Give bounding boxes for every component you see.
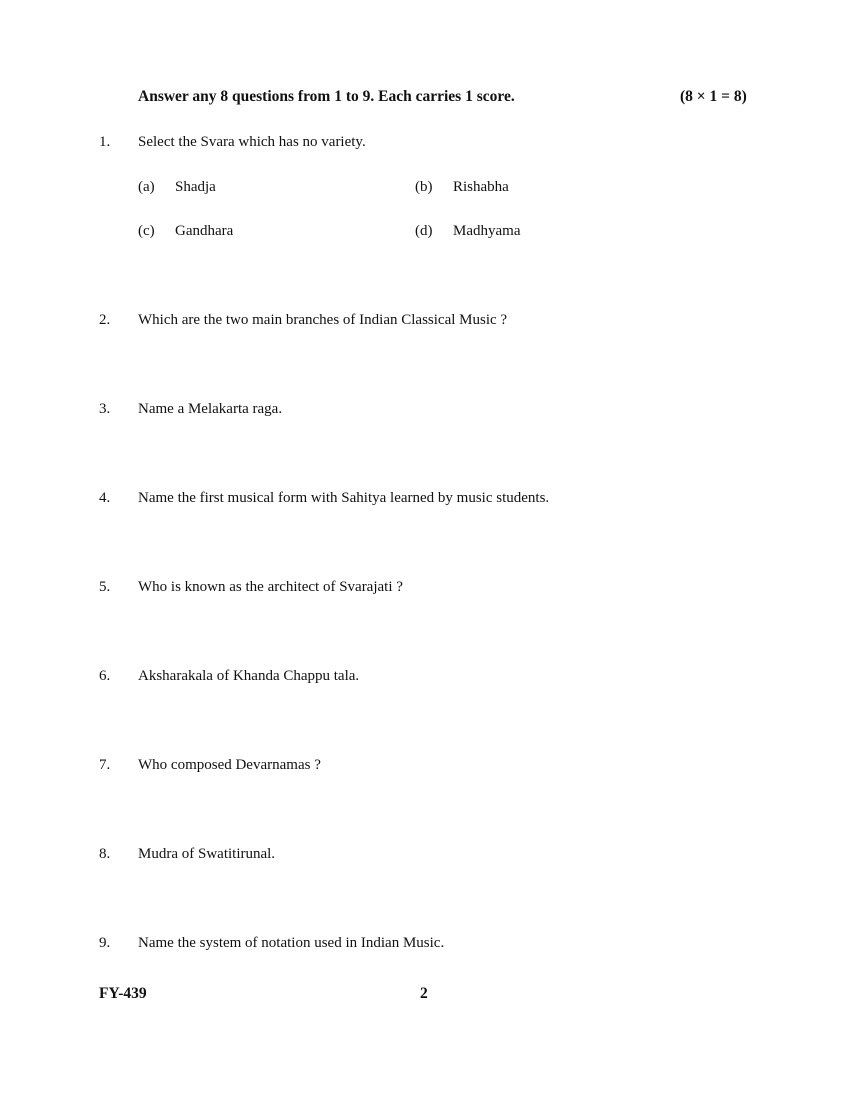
question-text: Who is known as the architect of Svarajati ? — [138, 579, 403, 595]
question-number: 7. — [99, 757, 111, 773]
option-label: (b) — [415, 179, 433, 195]
question-number: 3. — [99, 401, 111, 417]
option-label: (a) — [138, 179, 155, 195]
question-text: Name the system of notation used in Indian Music. — [138, 935, 445, 951]
option-label: (d) — [415, 223, 433, 239]
question-number: 9. — [99, 935, 111, 951]
option-text: Rishabha — [453, 179, 509, 195]
question-text: Aksharakala of Khanda Chappu tala. — [138, 668, 360, 684]
question-number: 2. — [99, 312, 111, 328]
question-number: 8. — [99, 846, 111, 862]
question-text: Mudra of Swatitirunal. — [138, 846, 276, 862]
question-text: Who composed Devarnamas ? — [138, 757, 321, 773]
option-label: (c) — [138, 223, 155, 239]
option-text: Shadja — [175, 179, 216, 195]
question-text: Name a Melakarta raga. — [138, 401, 283, 417]
page-number: 2 — [420, 985, 428, 1002]
instruction: Answer any 8 questions from 1 to 9. Each carries 1 score. — [138, 88, 515, 105]
option-text: Gandhara — [175, 223, 234, 239]
question-number: 6. — [99, 668, 111, 684]
option-text: Madhyama — [453, 223, 521, 239]
question-number: 5. — [99, 579, 111, 595]
marks-scheme: (8 × 1 = 8) — [680, 88, 747, 105]
paper-code: FY-439 — [99, 985, 147, 1002]
question-number: 1. — [99, 134, 111, 150]
question-text: Name the first musical form with Sahitya learned by music students. — [138, 490, 550, 506]
question-text: Which are the two main branches of Indian Classical Music ? — [138, 312, 508, 328]
question-number: 4. — [99, 490, 111, 506]
question-text: Select the Svara which has no variety. — [138, 134, 366, 150]
